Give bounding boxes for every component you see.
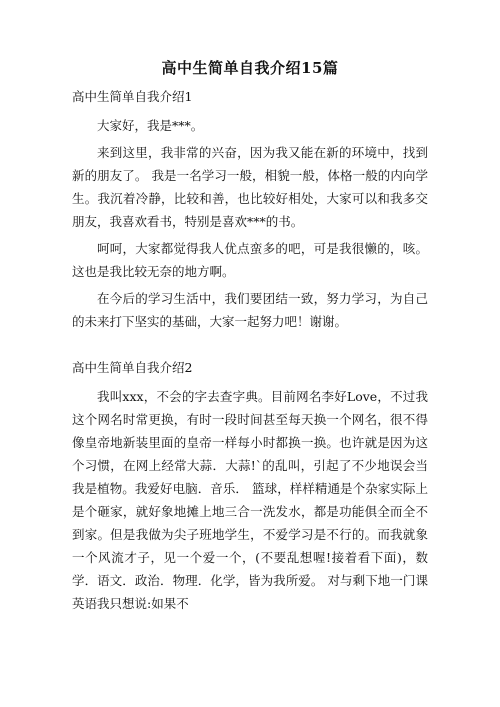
section-heading: 高中生简单自我介绍2 — [72, 360, 193, 375]
section-heading: 高中生简单自我介绍1 — [72, 89, 193, 104]
paragraph: 在今后的学习生活中，我们要团结一致，努力学习，为自己的未来打下坚实的基础，大家一起努力吧！谢谢。 — [72, 291, 428, 329]
section-1 — [72, 88, 428, 333]
paragraph: 我叫xxx，不会的字去查字典。目前网名李好Love，不过我这个网名时常更换，有时一段时间甚至每天换一个网名，很不得像皇帝地新装里面的皇帝一样每小时都换一换。也许就是因为这个习惯，在网上经常大蒜．大蒜!`的乱叫，引起了不少地误会当我是植物。我爱好电脑．音乐． 篮球，样样精通是个杂家实际上是个砸家，就好象地摊上地三合一洗发水，都是功能俱全而全不到家。但是我做为尖子班地学生，不爱学习是不行的。而我就象一个风流才子，见一个爱一个，(不要乱想喔!接着看下面)，数学．语文．政治．物理．化学，皆为我所爱。 对与剩下地一门课英语我只想说:如果不 — [72, 389, 428, 611]
section-spacer — [72, 337, 428, 359]
paragraph: 大家好，我是***。 — [97, 118, 204, 133]
section-2 — [72, 359, 428, 615]
paragraph: 呵呵，大家都觉得我人优点蛮多的吧，可是我很懒的，咳。这也是我比较无奈的地方啊。 — [72, 241, 428, 279]
document-title: 高中生简单自我介绍15篇 — [161, 59, 339, 77]
paragraph: 来到这里，我非常的兴奋，因为我又能在新的环境中，找到新的朋友了。 我是一名学习一般，相貌一般，体格一般的内向学生。我沉着冷静，比较和善，也比较好相处，大家可以和我多交朋友，我喜欢看书，特别是喜欢***的书。 — [72, 145, 428, 229]
